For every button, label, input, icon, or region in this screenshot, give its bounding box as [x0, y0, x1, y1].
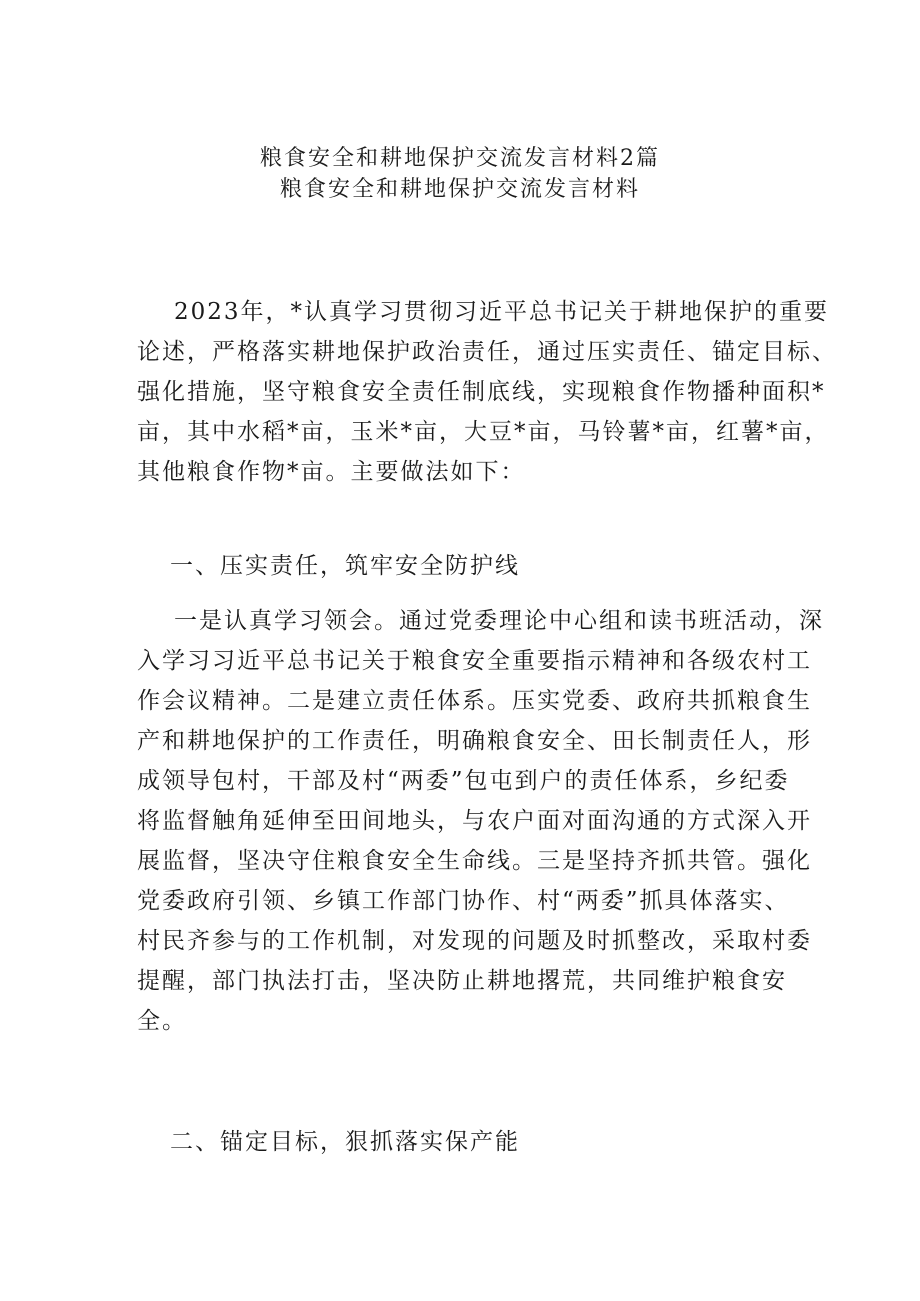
paragraph-intro: [137, 292, 837, 492]
title-line-1: 粮食安全和耕地保护交流发言材料2篇: [260, 146, 660, 171]
paragraph-line: 2023年，*认真学习贯彻习近平总书记关于耕地保护的重要: [174, 299, 830, 325]
paragraph-line: 论述，严格落实耕地保护政治责任，通过压实责任、锚定目标、: [137, 339, 837, 365]
paragraph-line: 入学习习近平总书记关于粮食安全重要指示精神和各级农村工: [137, 648, 812, 674]
section-heading-1: 一、压实责任，筑牢安全防护线: [170, 553, 520, 579]
title-line-2: 粮食安全和耕地保护交流发言材料: [279, 177, 640, 202]
paragraph-line: 一是认真学习领会。通过党委理论中心组和读书班活动，深: [174, 608, 824, 634]
paragraph-line: 全。: [137, 1008, 187, 1034]
paragraph-line: 作会议精神。二是建立责任体系。压实党委、政府共抓粮食生: [137, 688, 812, 714]
paragraph-line: 产和耕地保护的工作责任，明确粮食安全、田长制责任人，形: [137, 728, 812, 754]
paragraph-line: 强化措施，坚守粮食安全责任制底线，实现粮食作物播种面积*: [137, 379, 826, 405]
paragraph-line: 提醒，部门执法打击，坚决防止耕地撂荒，共同维护粮食安: [137, 968, 787, 994]
paragraph-line: 党委政府引领、乡镇工作部门协作、村“两委”抓具体落实、: [137, 888, 790, 914]
paragraph-line: 村民齐参与的工作机制，对发现的问题及时抓整改，采取村委: [137, 928, 812, 954]
paragraph-line: 亩，其中水稻*亩，玉米*亩，大豆*亩，马铃薯*亩，红薯*亩，: [137, 419, 830, 445]
paragraph-section-1: [137, 601, 824, 1041]
document-title: [0, 143, 920, 205]
paragraph-line: 将监督触角延伸至田间地头，与农户面对面沟通的方式深入开: [137, 808, 812, 834]
paragraph-line: 展监督，坚决守住粮食安全生命线。三是坚持齐抓共管。强化: [137, 848, 812, 874]
paragraph-line: 成领导包村，干部及村“两委”包屯到户的责任体系，乡纪委: [137, 768, 790, 794]
section-heading-2: 二、锚定目标，狠抓落实保产能: [170, 1129, 520, 1155]
paragraph-line: 其他粮食作物*亩。主要做法如下：: [137, 459, 526, 485]
